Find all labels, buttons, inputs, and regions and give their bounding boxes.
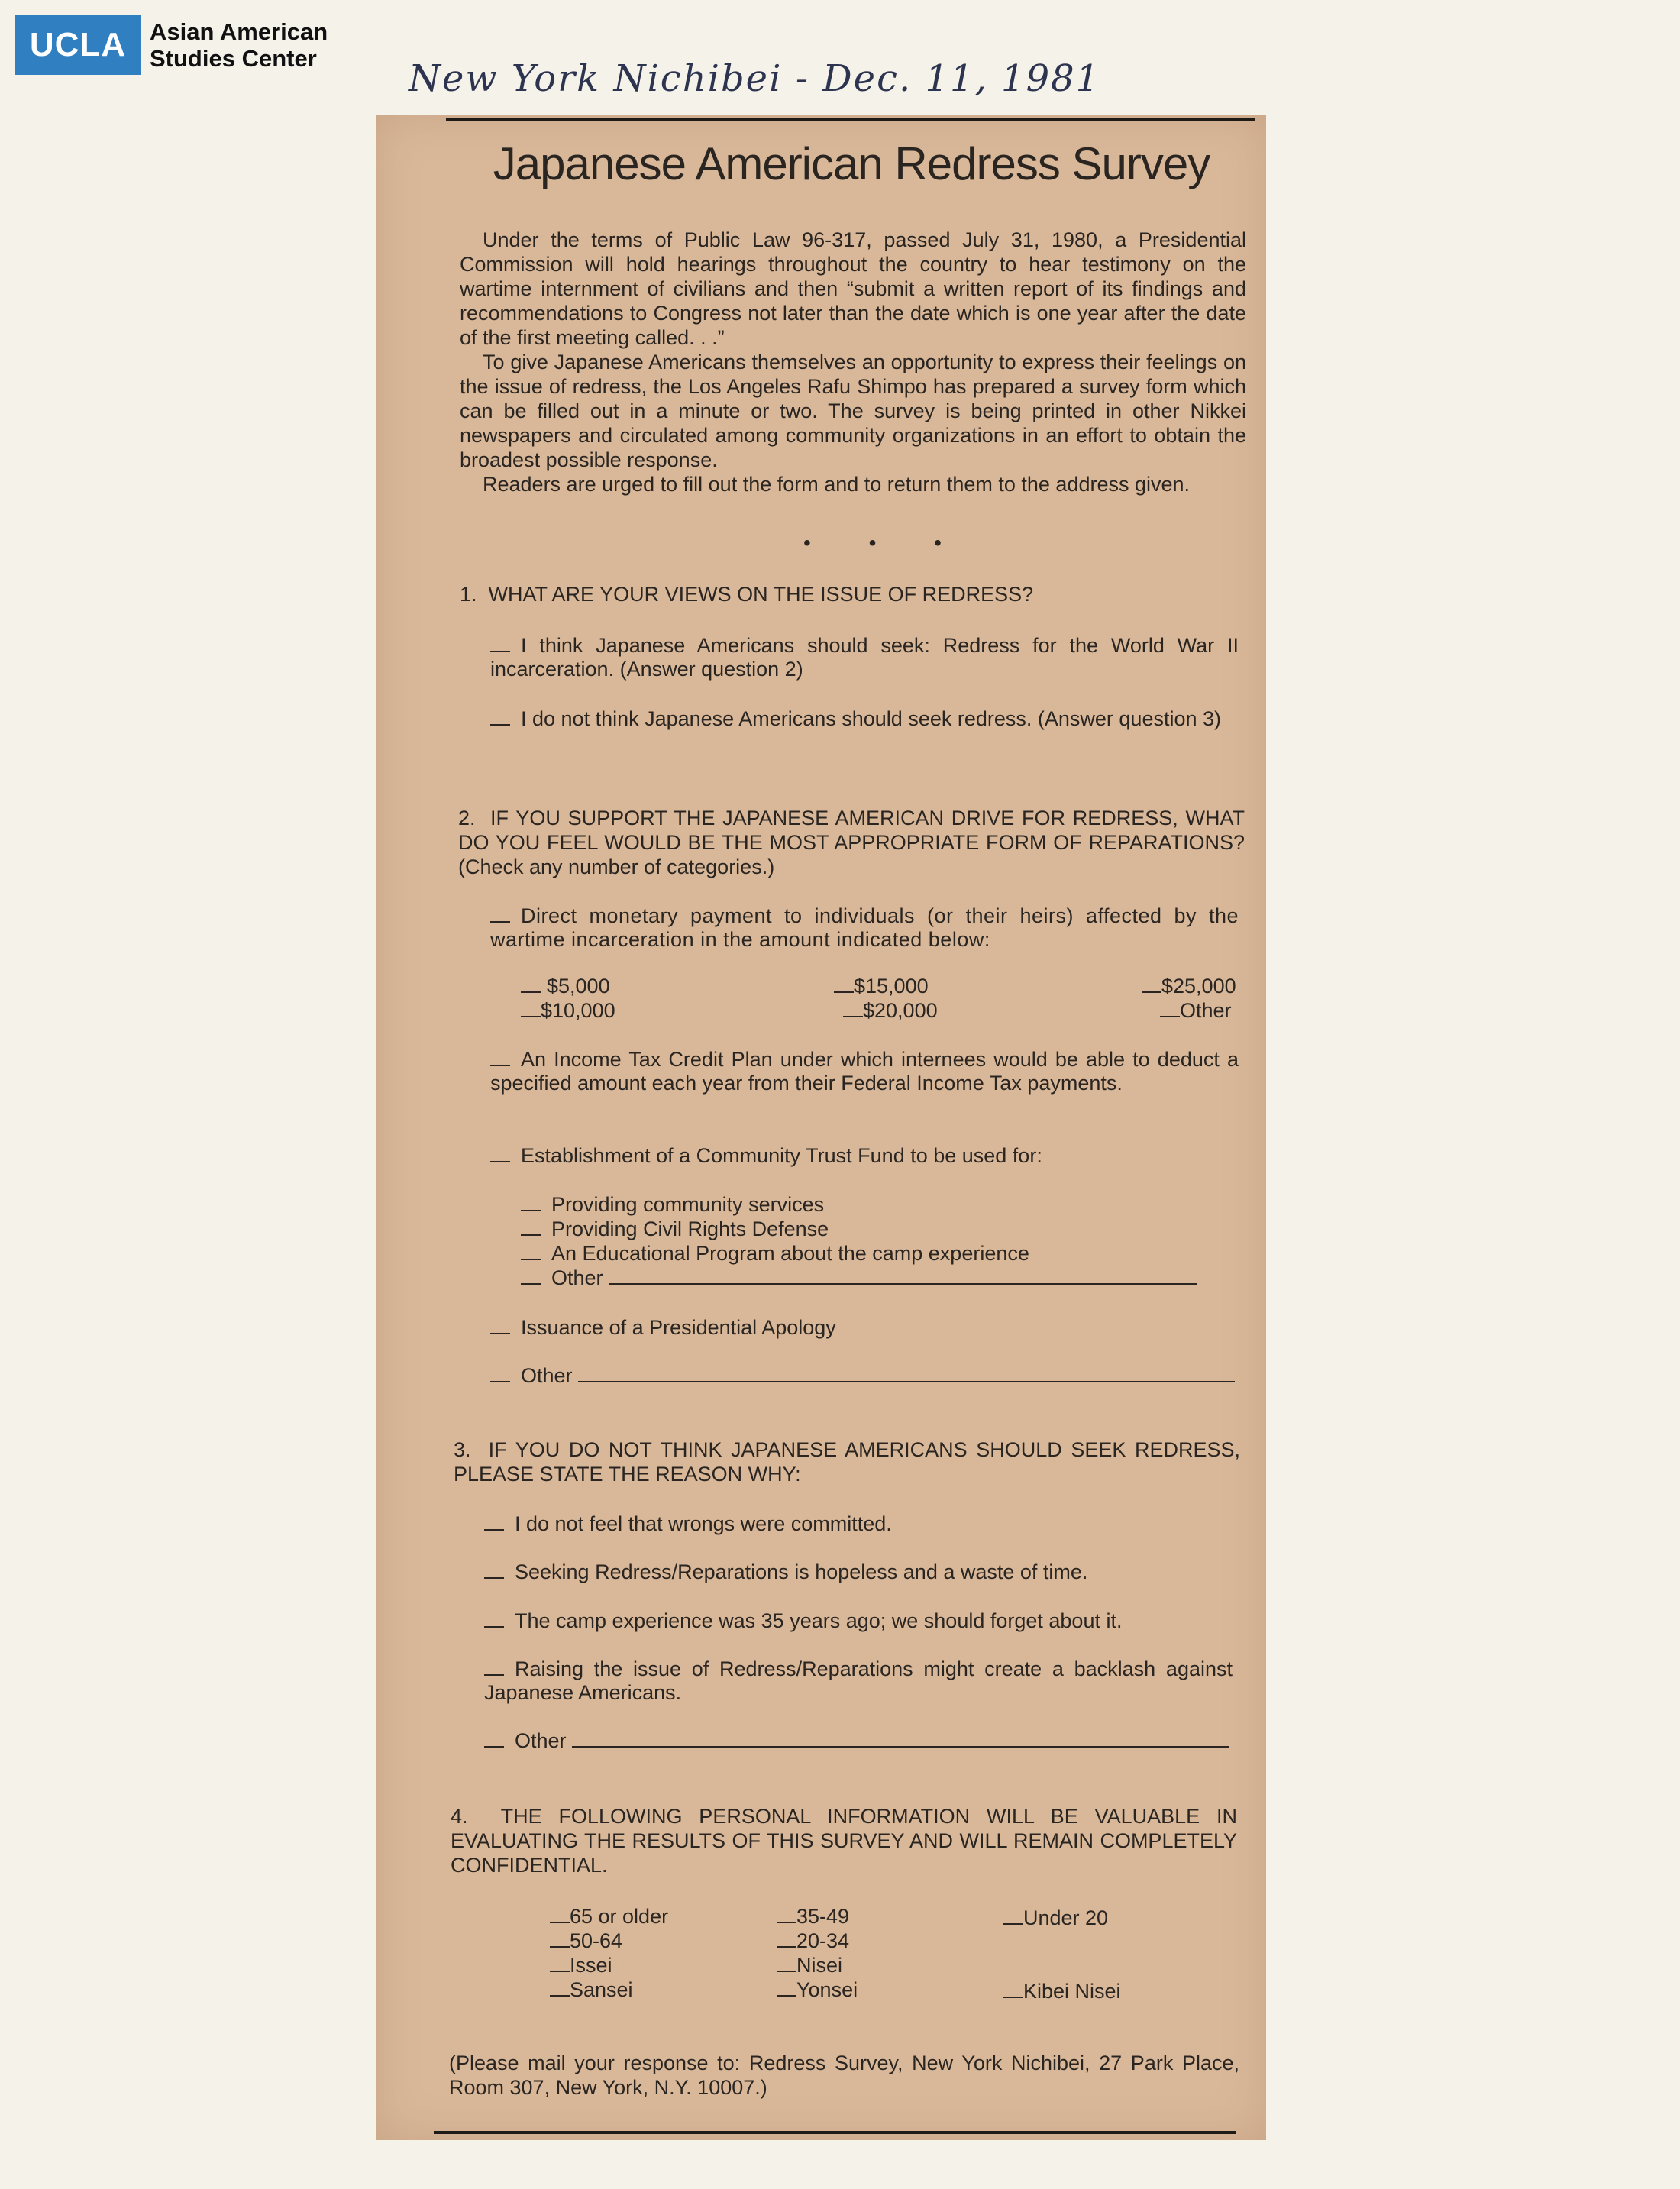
amount-25000[interactable]: $25,000 — [1142, 975, 1236, 998]
bottom-rule — [434, 2131, 1236, 2134]
trust-item-civil-rights[interactable]: Providing Civil Rights Defense — [521, 1217, 1208, 1241]
newspaper-clipping — [376, 115, 1266, 2140]
intro-paragraph-1: Under the terms of Public Law 96-317, passed July 31, 1980, a Presidential Commission will hold hearings throughout the country to hear testimony on the wartime internment of civilians and then “submit a written report of its findings and recommendations to Congress not later than the date which is one year after the date of the first meeting called. . .” — [460, 228, 1246, 349]
q3-option-3[interactable]: The camp experience was 35 years ago; we should forget about it. — [484, 1609, 1233, 1633]
generation-sansei[interactable]: Sansei — [550, 1978, 633, 2002]
question-2-text: IF YOU SUPPORT THE JAPANESE AMERICAN DRIVE FOR REDRESS, WHAT DO YOU FEEL WOULD BE THE MOST APPROPRIATE FORM OF REPARATIONS? (Check any number of categories.) — [458, 807, 1245, 878]
age-65-older[interactable]: 65 or older — [550, 1905, 668, 1929]
question-4 — [451, 1804, 1237, 1877]
q2-tax-credit-label: An Income Tax Credit Plan under which internees would be able to deduct a specified amount each year from their Federal Income Tax payments. — [490, 1048, 1239, 1094]
question-4-number: 4. — [451, 1805, 468, 1828]
checkbox-blank[interactable] — [484, 1626, 504, 1628]
question-1-number: 1. — [460, 583, 477, 606]
q2-other-option[interactable] — [490, 1364, 1254, 1388]
amount-10000[interactable]: $10,000 — [521, 999, 615, 1023]
trust-item-services[interactable]: Providing community services — [521, 1193, 1208, 1217]
trust-item-education[interactable]: An Educational Program about the camp experience — [521, 1242, 1208, 1266]
checkbox-blank[interactable] — [484, 1746, 504, 1748]
q2-trust-fund-option[interactable] — [490, 1144, 1239, 1168]
question-3-text: IF YOU DO NOT THINK JAPANESE AMERICANS SHOULD SEEK REDRESS, PLEASE STATE THE REASON WHY: — [454, 1438, 1240, 1486]
generation-yonsei[interactable]: Yonsei — [777, 1978, 858, 2002]
age-under-20[interactable]: Under 20 — [1003, 1906, 1108, 1930]
checkbox-blank[interactable] — [490, 1333, 510, 1334]
checkbox-blank[interactable] — [490, 921, 510, 923]
checkbox-blank[interactable] — [490, 724, 510, 726]
q1-option-2[interactable] — [490, 707, 1239, 731]
question-1 — [460, 582, 1246, 606]
question-1-text: WHAT ARE YOUR VIEWS ON THE ISSUE OF REDRESS? — [488, 583, 1034, 606]
intro-paragraph-2: To give Japanese Americans themselves an opportunity to express their feelings on the issue of redress, the Los Angeles Rafu Shimpo has prepared a survey form which can be filled out in a minute or two. The survey is being printed in other Nikkei newspapers and circulated among community organizations in an effort to obtain the broadest possible response. — [460, 351, 1246, 471]
generation-kibei-nisei[interactable]: Kibei Nisei — [1003, 1980, 1121, 2003]
age-20-34[interactable]: 20-34 — [777, 1929, 849, 1953]
checkbox-blank[interactable] — [490, 651, 510, 652]
q1-option-1-label: I think Japanese Americans should seek: Redress for the World War II incarceration. (Answer question 2) — [490, 634, 1239, 681]
question-4-text: THE FOLLOWING PERSONAL INFORMATION WILL BE VALUABLE IN EVALUATING THE RESULTS OF THIS SURVEY AND WILL REMAIN COMPLETELY CONFIDENTIAL. — [451, 1805, 1237, 1877]
handwritten-source-note: New York Nichibei - Dec. 11, 1981 — [409, 57, 1101, 100]
section-separator: • • • — [803, 531, 968, 555]
amount-15000[interactable]: $15,000 — [834, 975, 929, 998]
q3-option-4[interactable]: Raising the issue of Redress/Reparations might create a backlash against Japanese Americans. — [484, 1657, 1233, 1704]
generation-issei[interactable]: Issei — [550, 1954, 612, 1977]
q2-apology-option[interactable] — [490, 1316, 1239, 1340]
write-in-line[interactable] — [578, 1381, 1235, 1382]
q2-tax-credit-option[interactable] — [490, 1048, 1239, 1095]
mailing-instructions: (Please mail your response to: Redress Survey, New York Nichibei, 27 Park Place, Room 307, New York, N.Y. 10007.) — [449, 2052, 1239, 2099]
amount-5000[interactable]: $5,000 — [521, 975, 610, 998]
q3-option-2[interactable]: Seeking Redress/Reparations is hopeless and a waste of time. — [484, 1560, 1233, 1584]
intro-paragraph-3: Readers are urged to fill out the form and to return them to the address given. — [483, 473, 1191, 496]
question-2 — [458, 806, 1245, 879]
center-name-line1: Asian American — [150, 18, 328, 45]
question-3-number: 3. — [454, 1438, 471, 1461]
write-in-line[interactable] — [609, 1283, 1197, 1285]
checkbox-blank[interactable] — [490, 1065, 510, 1066]
q3-option-1[interactable]: I do not feel that wrongs were committed. — [484, 1512, 1233, 1536]
age-50-64[interactable]: 50-64 — [550, 1929, 622, 1953]
article-title: Japanese American Redress Survey — [493, 138, 1210, 189]
checkbox-blank[interactable] — [484, 1529, 504, 1531]
age-35-49[interactable]: 35-49 — [777, 1905, 849, 1929]
generation-nisei[interactable]: Nisei — [777, 1954, 842, 1977]
q1-option-2-label: I do not think Japanese Americans should seek redress. (Answer question 3) — [521, 707, 1221, 730]
ucla-logo — [15, 15, 328, 75]
q2-payment-label: Direct monetary payment to individuals (or their heirs) affected by the wartime incarceration in the amount indicated below: — [490, 904, 1239, 951]
checkbox-blank[interactable] — [490, 1161, 510, 1162]
ucla-logo-box: UCLA — [15, 15, 141, 75]
top-rule — [446, 118, 1255, 121]
q3-other-option[interactable]: Other — [484, 1729, 1248, 1753]
amount-20000[interactable]: $20,000 — [843, 999, 938, 1023]
q2-other-label: Other — [521, 1364, 573, 1387]
center-name — [150, 18, 328, 72]
q2-payment-option[interactable] — [490, 904, 1239, 952]
question-3 — [454, 1437, 1240, 1486]
q2-apology-label: Issuance of a Presidential Apology — [521, 1316, 836, 1339]
amount-other[interactable]: Other — [1160, 999, 1232, 1023]
checkbox-blank[interactable] — [484, 1674, 504, 1676]
checkbox-blank[interactable] — [484, 1577, 504, 1579]
q1-option-1[interactable] — [490, 634, 1239, 681]
question-2-number: 2. — [458, 807, 476, 829]
q2-trust-fund-label: Establishment of a Community Trust Fund to be used for: — [521, 1144, 1042, 1167]
center-name-line2: Studies Center — [150, 45, 317, 72]
trust-item-other[interactable]: Other — [521, 1266, 1208, 1290]
checkbox-blank[interactable] — [490, 1381, 510, 1382]
write-in-line[interactable] — [572, 1746, 1229, 1748]
